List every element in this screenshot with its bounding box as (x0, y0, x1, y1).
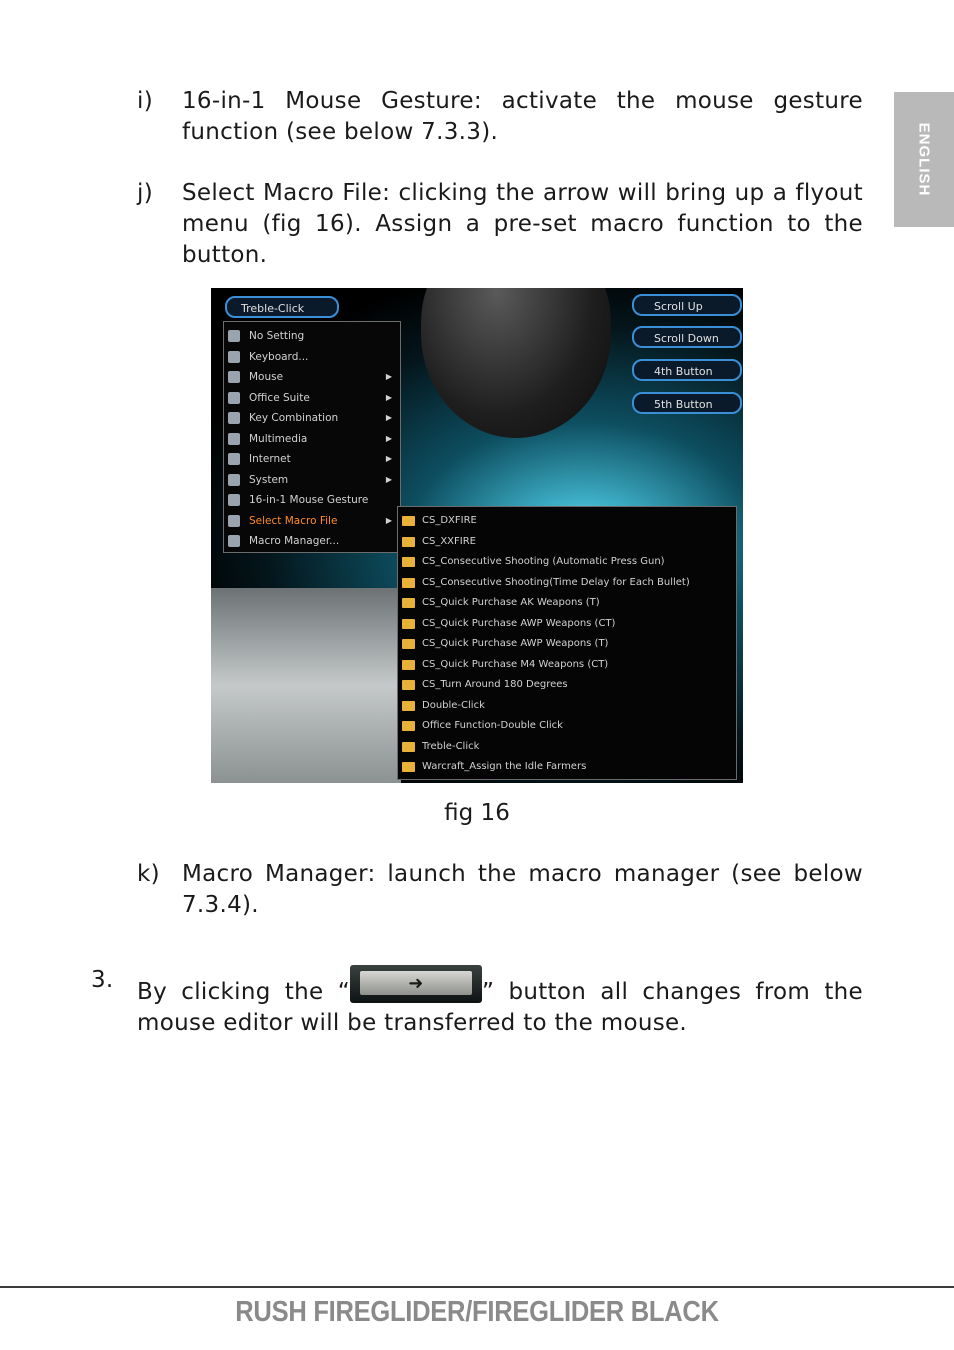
menu-item-label: Macro Manager... (249, 535, 340, 547)
menu-item[interactable] (224, 470, 400, 490)
item-label: j) (137, 180, 153, 206)
macro-file-label: Office Function-Double Click (422, 720, 563, 731)
item-text: Select Macro File: clicking the arrow will bring up a flyout menu (fig 16). Assign a pre-set macro function to the button. (182, 180, 863, 268)
transfer-button (350, 965, 482, 1003)
scroll-up-button[interactable]: Scroll Up (632, 294, 742, 316)
menu-item-icon (228, 433, 240, 445)
transfer-arrow-icon: ➜ (360, 971, 472, 995)
menu-item[interactable] (224, 388, 400, 408)
menu-item[interactable] (224, 511, 400, 531)
button-assign-dropdown[interactable]: Treble-Click (225, 296, 339, 318)
submenu-arrow-icon: ▶ (385, 433, 392, 443)
macro-file-flyout (397, 506, 737, 780)
macro-file-item[interactable] (398, 552, 736, 572)
item-text: Macro Manager: launch the macro manager (see below 7.3.4). (182, 861, 863, 918)
macro-file-item[interactable] (398, 511, 736, 531)
menu-item-icon (228, 453, 240, 465)
submenu-arrow-icon: ▶ (385, 515, 392, 525)
menu-item[interactable] (224, 367, 400, 387)
macro-file-label: Treble-Click (422, 740, 480, 752)
footer-title: RUSH FIREGLIDER/FIREGLIDER BLACK (235, 1296, 719, 1328)
macro-file-label: CS_Quick Purchase AK Weapons (T) (422, 597, 600, 608)
menu-item-label: 16-in-1 Mouse Gesture (249, 494, 369, 506)
figure-16-screenshot (211, 288, 743, 783)
submenu-arrow-icon: ▶ (385, 454, 392, 463)
macro-file-label: CS_Quick Purchase AWP Weapons (T) (422, 638, 609, 649)
menu-item-icon (228, 371, 240, 383)
folder-icon (402, 557, 415, 567)
figure-caption: fig 16 (444, 800, 510, 826)
folder-icon (402, 701, 415, 711)
macro-file-item[interactable] (398, 593, 736, 613)
step-text-after: ” button all changes from the mouse editor will be transferred to the mouse. (137, 979, 864, 1036)
macro-file-item[interactable] (398, 655, 736, 675)
macro-file-label: Double-Click (422, 699, 485, 711)
menu-item-label: Select Macro File (249, 514, 338, 527)
menu-item-icon (228, 412, 240, 424)
menu-item-icon (228, 474, 240, 486)
submenu-arrow-icon: ▶ (385, 372, 392, 381)
folder-icon (402, 516, 415, 526)
menu-item[interactable] (224, 490, 400, 510)
menu-item[interactable] (224, 408, 400, 428)
macro-file-label: CS_Quick Purchase AWP Weapons (CT) (422, 617, 616, 629)
menu-item-icon (228, 392, 240, 404)
folder-icon (402, 721, 415, 731)
macro-file-item[interactable] (398, 532, 736, 552)
menu-item-label: Key Combination (249, 412, 339, 424)
macro-file-item[interactable] (398, 614, 736, 634)
macro-file-label: Warcraft_Assign the Idle Farmers (422, 761, 587, 772)
folder-icon (402, 639, 415, 649)
macro-file-label: CS_Consecutive Shooting(Time Delay for Each Bullet) (422, 576, 690, 588)
folder-icon (402, 578, 415, 588)
scroll-down-button[interactable]: Scroll Down (632, 326, 742, 348)
menu-item-label: No Setting (249, 330, 305, 342)
macro-file-label: CS_XXFIRE (422, 535, 476, 547)
menu-item-label: Internet (249, 453, 291, 465)
submenu-arrow-icon: ▶ (385, 413, 392, 422)
menu-item-icon (228, 330, 240, 342)
menu-item-label: Multimedia (249, 432, 308, 445)
folder-icon (402, 742, 415, 752)
menu-item-label: Keyboard... (249, 350, 309, 363)
folder-icon (402, 537, 415, 547)
fourth-button[interactable]: 4th Button (632, 359, 742, 381)
macro-file-item[interactable] (398, 737, 736, 757)
item-label: i) (137, 88, 153, 114)
folder-icon (402, 762, 415, 772)
folder-icon (402, 619, 415, 629)
macro-file-label: CS_Consecutive Shooting (Automatic Press Gun) (422, 556, 665, 567)
folder-icon (402, 680, 415, 690)
menu-item-icon (228, 535, 240, 547)
item-label: k) (137, 861, 160, 887)
menu-item-icon (228, 515, 240, 527)
macro-file-item[interactable] (398, 696, 736, 716)
macro-file-item[interactable] (398, 716, 736, 736)
submenu-arrow-icon: ▶ (385, 474, 392, 484)
function-menu (223, 321, 401, 553)
step-text-before: By clicking the “ (137, 979, 350, 1005)
macro-file-label: CS_Turn Around 180 Degrees (422, 679, 568, 690)
submenu-arrow-icon: ▶ (385, 392, 392, 402)
menu-item[interactable] (224, 449, 400, 469)
fifth-button[interactable]: 5th Button (632, 392, 742, 414)
footer-rule (0, 1286, 954, 1288)
menu-item[interactable] (224, 326, 400, 346)
macro-file-item[interactable] (398, 757, 736, 777)
macro-file-item[interactable] (398, 573, 736, 593)
menu-item[interactable] (224, 347, 400, 367)
step-number: 3. (91, 967, 114, 993)
step-text (137, 965, 863, 1039)
macro-file-label: CS_Quick Purchase M4 Weapons (CT) (422, 658, 609, 670)
folder-icon (402, 660, 415, 670)
language-tab-label: ENGLISH (915, 122, 933, 197)
menu-item[interactable] (224, 429, 400, 449)
menu-item-label: System (249, 473, 289, 486)
macro-file-item[interactable] (398, 675, 736, 695)
item-text: 16-in-1 Mouse Gesture: activate the mouse gesture function (see below 7.3.3). (182, 88, 863, 145)
language-tab (894, 92, 954, 227)
menu-item[interactable] (224, 531, 400, 551)
menu-item-icon (228, 351, 240, 363)
folder-icon (402, 598, 415, 608)
editor-panel (211, 588, 401, 783)
macro-file-label: CS_DXFIRE (422, 515, 477, 526)
menu-item-icon (228, 494, 240, 506)
menu-item-label: Office Suite (249, 391, 310, 404)
macro-file-item[interactable] (398, 634, 736, 654)
menu-item-label: Mouse (249, 371, 284, 383)
